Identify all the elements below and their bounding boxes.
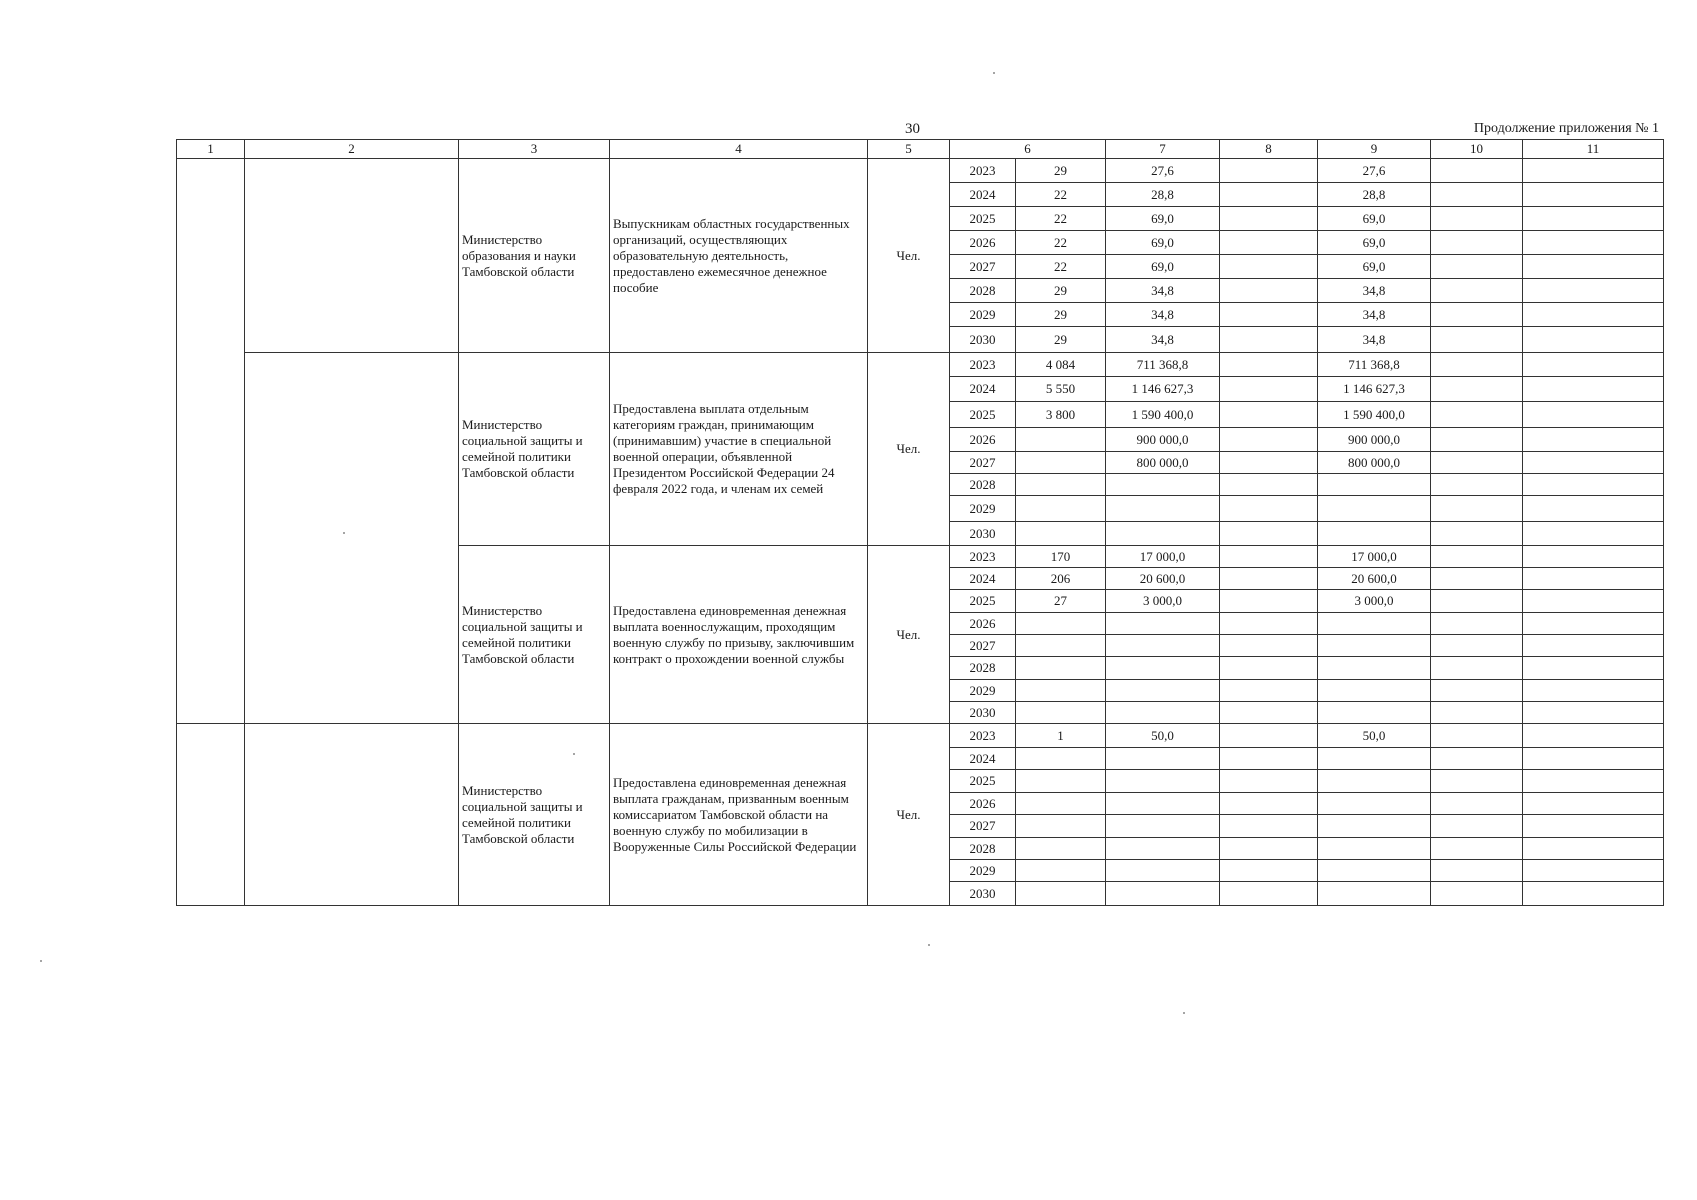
value-cell-c8	[1220, 635, 1318, 657]
value-cell-c10	[1431, 303, 1523, 327]
description-cell: Выпускникам областных государственных организаций, осуществляющих образовательную деятельность, предоставлено ежемесячное денежное пособие	[610, 159, 868, 353]
value-cell-c6	[1016, 838, 1106, 860]
value-cell-c6	[1016, 882, 1106, 906]
column-header: 8	[1220, 140, 1318, 159]
value-cell-c10	[1431, 279, 1523, 303]
value-cell-c11	[1523, 635, 1664, 657]
value-cell-c7	[1106, 613, 1220, 635]
year-cell: 2030	[950, 327, 1016, 353]
value-cell-c10	[1431, 860, 1523, 882]
cell-col1	[177, 159, 245, 724]
value-cell-c6	[1016, 770, 1106, 793]
year-cell: 2030	[950, 882, 1016, 906]
value-cell-c6: 22	[1016, 207, 1106, 231]
value-cell-c9: 17 000,0	[1318, 546, 1431, 568]
value-cell-c10	[1431, 838, 1523, 860]
value-cell-c11	[1523, 590, 1664, 613]
year-cell: 2027	[950, 452, 1016, 474]
value-cell-c6: 22	[1016, 255, 1106, 279]
year-cell: 2026	[950, 793, 1016, 815]
value-cell-c9: 900 000,0	[1318, 428, 1431, 452]
value-cell-c10	[1431, 452, 1523, 474]
year-cell: 2026	[950, 428, 1016, 452]
value-cell-c8	[1220, 770, 1318, 793]
year-cell: 2028	[950, 838, 1016, 860]
value-cell-c6	[1016, 702, 1106, 724]
value-cell-c11	[1523, 159, 1664, 183]
value-cell-c7	[1106, 815, 1220, 838]
budget-table	[176, 139, 1664, 906]
value-cell-c11	[1523, 474, 1664, 496]
year-cell: 2029	[950, 860, 1016, 882]
value-cell-c11	[1523, 496, 1664, 522]
value-cell-c6: 27	[1016, 590, 1106, 613]
value-cell-c10	[1431, 590, 1523, 613]
year-cell: 2024	[950, 377, 1016, 402]
year-cell: 2030	[950, 522, 1016, 546]
year-cell: 2023	[950, 159, 1016, 183]
value-cell-c10	[1431, 793, 1523, 815]
value-cell-c8	[1220, 231, 1318, 255]
value-cell-c11	[1523, 724, 1664, 748]
column-header: 5	[868, 140, 950, 159]
value-cell-c10	[1431, 522, 1523, 546]
table-row	[177, 353, 1664, 377]
value-cell-c9: 800 000,0	[1318, 452, 1431, 474]
value-cell-c11	[1523, 546, 1664, 568]
ministry-cell: Министерство социальной защиты и семейной политики Тамбовской области	[459, 353, 610, 546]
value-cell-c11	[1523, 255, 1664, 279]
continuation-note: Продолжение приложения № 1	[1473, 121, 1659, 136]
value-cell-c8	[1220, 568, 1318, 590]
value-cell-c8	[1220, 613, 1318, 635]
column-header: 4	[610, 140, 868, 159]
value-cell-c10	[1431, 770, 1523, 793]
year-cell: 2027	[950, 255, 1016, 279]
year-cell: 2029	[950, 496, 1016, 522]
value-cell-c8	[1220, 838, 1318, 860]
value-cell-c7	[1106, 657, 1220, 680]
year-cell: 2027	[950, 635, 1016, 657]
value-cell-c7: 3 000,0	[1106, 590, 1220, 613]
value-cell-c7: 17 000,0	[1106, 546, 1220, 568]
value-cell-c10	[1431, 724, 1523, 748]
value-cell-c6	[1016, 522, 1106, 546]
value-cell-c9: 69,0	[1318, 255, 1431, 279]
value-cell-c11	[1523, 680, 1664, 702]
value-cell-c9: 3 000,0	[1318, 590, 1431, 613]
value-cell-c7: 69,0	[1106, 207, 1220, 231]
value-cell-c7: 28,8	[1106, 183, 1220, 207]
year-cell: 2024	[950, 748, 1016, 770]
value-cell-c9	[1318, 793, 1431, 815]
value-cell-c11	[1523, 183, 1664, 207]
value-cell-c9	[1318, 702, 1431, 724]
value-cell-c8	[1220, 793, 1318, 815]
year-cell: 2025	[950, 590, 1016, 613]
value-cell-c6: 29	[1016, 279, 1106, 303]
value-cell-c8	[1220, 353, 1318, 377]
value-cell-c8	[1220, 546, 1318, 568]
value-cell-c7: 27,6	[1106, 159, 1220, 183]
value-cell-c9: 69,0	[1318, 207, 1431, 231]
value-cell-c6: 29	[1016, 303, 1106, 327]
value-cell-c6	[1016, 635, 1106, 657]
column-header: 10	[1431, 140, 1523, 159]
cell-col2	[245, 159, 459, 353]
year-cell: 2024	[950, 183, 1016, 207]
value-cell-c7	[1106, 635, 1220, 657]
column-header: 11	[1523, 140, 1664, 159]
value-cell-c7: 34,8	[1106, 279, 1220, 303]
table-row	[177, 724, 1664, 748]
value-cell-c9	[1318, 474, 1431, 496]
cell-col2	[245, 353, 459, 724]
value-cell-c10	[1431, 882, 1523, 906]
value-cell-c9: 34,8	[1318, 279, 1431, 303]
value-cell-c10	[1431, 680, 1523, 702]
value-cell-c7: 20 600,0	[1106, 568, 1220, 590]
value-cell-c8	[1220, 680, 1318, 702]
value-cell-c9: 34,8	[1318, 327, 1431, 353]
value-cell-c9	[1318, 522, 1431, 546]
value-cell-c8	[1220, 428, 1318, 452]
table-body	[177, 159, 1664, 906]
value-cell-c6	[1016, 793, 1106, 815]
value-cell-c9: 711 368,8	[1318, 353, 1431, 377]
value-cell-c9	[1318, 748, 1431, 770]
value-cell-c6	[1016, 860, 1106, 882]
value-cell-c11	[1523, 793, 1664, 815]
value-cell-c7: 50,0	[1106, 724, 1220, 748]
year-cell: 2024	[950, 568, 1016, 590]
value-cell-c8	[1220, 159, 1318, 183]
value-cell-c11	[1523, 402, 1664, 428]
value-cell-c7: 69,0	[1106, 231, 1220, 255]
value-cell-c11	[1523, 428, 1664, 452]
value-cell-c10	[1431, 496, 1523, 522]
value-cell-c6: 4 084	[1016, 353, 1106, 377]
year-cell: 2030	[950, 702, 1016, 724]
value-cell-c10	[1431, 353, 1523, 377]
value-cell-c8	[1220, 402, 1318, 428]
value-cell-c10	[1431, 613, 1523, 635]
cell-col1	[177, 724, 245, 906]
value-cell-c7: 900 000,0	[1106, 428, 1220, 452]
value-cell-c10	[1431, 568, 1523, 590]
value-cell-c8	[1220, 377, 1318, 402]
value-cell-c8	[1220, 303, 1318, 327]
year-cell: 2023	[950, 724, 1016, 748]
value-cell-c11	[1523, 613, 1664, 635]
value-cell-c6: 206	[1016, 568, 1106, 590]
value-cell-c11	[1523, 568, 1664, 590]
year-cell: 2026	[950, 613, 1016, 635]
page-number: 30	[905, 121, 920, 137]
value-cell-c8	[1220, 882, 1318, 906]
value-cell-c9	[1318, 838, 1431, 860]
value-cell-c8	[1220, 183, 1318, 207]
value-cell-c7: 34,8	[1106, 303, 1220, 327]
value-cell-c10	[1431, 702, 1523, 724]
year-cell: 2027	[950, 815, 1016, 838]
value-cell-c7: 800 000,0	[1106, 452, 1220, 474]
year-cell: 2025	[950, 770, 1016, 793]
column-header: 7	[1106, 140, 1220, 159]
value-cell-c7	[1106, 522, 1220, 546]
value-cell-c6: 170	[1016, 546, 1106, 568]
value-cell-c10	[1431, 183, 1523, 207]
value-cell-c9	[1318, 635, 1431, 657]
value-cell-c11	[1523, 770, 1664, 793]
table-row	[177, 159, 1664, 183]
value-cell-c11	[1523, 748, 1664, 770]
value-cell-c10	[1431, 255, 1523, 279]
value-cell-c7: 711 368,8	[1106, 353, 1220, 377]
value-cell-c7	[1106, 860, 1220, 882]
value-cell-c6	[1016, 474, 1106, 496]
value-cell-c9: 50,0	[1318, 724, 1431, 748]
value-cell-c9: 20 600,0	[1318, 568, 1431, 590]
value-cell-c8	[1220, 207, 1318, 231]
value-cell-c8	[1220, 496, 1318, 522]
value-cell-c6	[1016, 748, 1106, 770]
column-header: 1	[177, 140, 245, 159]
value-cell-c9	[1318, 657, 1431, 680]
value-cell-c6	[1016, 496, 1106, 522]
value-cell-c7	[1106, 838, 1220, 860]
value-cell-c7	[1106, 793, 1220, 815]
column-header: 9	[1318, 140, 1431, 159]
value-cell-c8	[1220, 522, 1318, 546]
value-cell-c10	[1431, 748, 1523, 770]
value-cell-c8	[1220, 815, 1318, 838]
value-cell-c11	[1523, 303, 1664, 327]
value-cell-c7	[1106, 770, 1220, 793]
value-cell-c10	[1431, 635, 1523, 657]
value-cell-c9: 1 146 627,3	[1318, 377, 1431, 402]
year-cell: 2025	[950, 207, 1016, 231]
value-cell-c10	[1431, 231, 1523, 255]
value-cell-c6: 29	[1016, 327, 1106, 353]
value-cell-c7: 1 590 400,0	[1106, 402, 1220, 428]
value-cell-c11	[1523, 882, 1664, 906]
value-cell-c6: 1	[1016, 724, 1106, 748]
value-cell-c10	[1431, 159, 1523, 183]
value-cell-c8	[1220, 702, 1318, 724]
value-cell-c9	[1318, 860, 1431, 882]
value-cell-c9	[1318, 815, 1431, 838]
year-cell: 2028	[950, 657, 1016, 680]
value-cell-c7	[1106, 748, 1220, 770]
value-cell-c6: 29	[1016, 159, 1106, 183]
year-cell: 2026	[950, 231, 1016, 255]
unit-cell: Чел.	[868, 353, 950, 546]
value-cell-c9	[1318, 882, 1431, 906]
description-cell: Предоставлена выплата отдельным категориям граждан, принимающим (принимавшим) участие в специальной военной операции, объявленной Президентом Российской Федерации 24 февраля 2022 года, и членам их семей	[610, 353, 868, 546]
value-cell-c11	[1523, 815, 1664, 838]
value-cell-c7	[1106, 882, 1220, 906]
value-cell-c8	[1220, 279, 1318, 303]
value-cell-c11	[1523, 207, 1664, 231]
value-cell-c9	[1318, 613, 1431, 635]
value-cell-c9: 28,8	[1318, 183, 1431, 207]
value-cell-c8	[1220, 748, 1318, 770]
value-cell-c7: 34,8	[1106, 327, 1220, 353]
value-cell-c8	[1220, 474, 1318, 496]
value-cell-c8	[1220, 327, 1318, 353]
value-cell-c7	[1106, 474, 1220, 496]
value-cell-c7	[1106, 702, 1220, 724]
value-cell-c9: 34,8	[1318, 303, 1431, 327]
description-cell: Предоставлена единовременная денежная выплата военнослужащим, проходящим военную службу по призыву, заключившим контракт о прохождении военной службы	[610, 546, 868, 724]
value-cell-c6	[1016, 428, 1106, 452]
value-cell-c10	[1431, 546, 1523, 568]
scan-speck	[993, 72, 995, 74]
year-cell: 2025	[950, 402, 1016, 428]
value-cell-c7	[1106, 680, 1220, 702]
value-cell-c10	[1431, 327, 1523, 353]
value-cell-c11	[1523, 279, 1664, 303]
description-cell: Предоставлена единовременная денежная выплата гражданам, призванным военным комиссариатом Тамбовской области на военную службу по мобилизации в Вооруженные Силы Российской Федерации	[610, 724, 868, 906]
unit-cell: Чел.	[868, 159, 950, 353]
scan-speck	[928, 944, 930, 946]
value-cell-c10	[1431, 402, 1523, 428]
value-cell-c6	[1016, 657, 1106, 680]
cell-col2	[245, 724, 459, 906]
value-cell-c10	[1431, 815, 1523, 838]
value-cell-c7: 69,0	[1106, 255, 1220, 279]
ministry-cell: Министерство образования и науки Тамбовской области	[459, 159, 610, 353]
value-cell-c11	[1523, 657, 1664, 680]
value-cell-c9: 1 590 400,0	[1318, 402, 1431, 428]
value-cell-c8	[1220, 657, 1318, 680]
value-cell-c6: 3 800	[1016, 402, 1106, 428]
value-cell-c9: 69,0	[1318, 231, 1431, 255]
unit-cell: Чел.	[868, 546, 950, 724]
value-cell-c11	[1523, 838, 1664, 860]
year-cell: 2028	[950, 279, 1016, 303]
column-header: 3	[459, 140, 610, 159]
value-cell-c9	[1318, 496, 1431, 522]
year-cell: 2023	[950, 546, 1016, 568]
year-cell: 2023	[950, 353, 1016, 377]
value-cell-c11	[1523, 377, 1664, 402]
ministry-cell: Министерство социальной защиты и семейной политики Тамбовской области	[459, 724, 610, 906]
value-cell-c6: 5 550	[1016, 377, 1106, 402]
value-cell-c8	[1220, 724, 1318, 748]
value-cell-c11	[1523, 327, 1664, 353]
column-number-row	[177, 140, 1664, 159]
value-cell-c6	[1016, 815, 1106, 838]
unit-cell: Чел.	[868, 724, 950, 906]
value-cell-c10	[1431, 657, 1523, 680]
column-header: 6	[950, 140, 1106, 159]
value-cell-c11	[1523, 353, 1664, 377]
column-header: 2	[245, 140, 459, 159]
value-cell-c11	[1523, 231, 1664, 255]
value-cell-c8	[1220, 255, 1318, 279]
value-cell-c9	[1318, 680, 1431, 702]
value-cell-c10	[1431, 207, 1523, 231]
value-cell-c11	[1523, 702, 1664, 724]
scan-speck	[1183, 1012, 1185, 1014]
ministry-cell: Министерство социальной защиты и семейной политики Тамбовской области	[459, 546, 610, 724]
value-cell-c10	[1431, 428, 1523, 452]
value-cell-c8	[1220, 860, 1318, 882]
value-cell-c11	[1523, 452, 1664, 474]
year-cell: 2029	[950, 680, 1016, 702]
year-cell: 2028	[950, 474, 1016, 496]
value-cell-c6	[1016, 680, 1106, 702]
value-cell-c11	[1523, 522, 1664, 546]
value-cell-c6	[1016, 452, 1106, 474]
value-cell-c10	[1431, 474, 1523, 496]
value-cell-c6	[1016, 613, 1106, 635]
year-cell: 2029	[950, 303, 1016, 327]
value-cell-c6: 22	[1016, 231, 1106, 255]
value-cell-c9: 27,6	[1318, 159, 1431, 183]
value-cell-c7	[1106, 496, 1220, 522]
value-cell-c10	[1431, 377, 1523, 402]
scan-speck	[40, 960, 42, 962]
value-cell-c11	[1523, 860, 1664, 882]
value-cell-c7: 1 146 627,3	[1106, 377, 1220, 402]
value-cell-c9	[1318, 770, 1431, 793]
value-cell-c6: 22	[1016, 183, 1106, 207]
value-cell-c8	[1220, 452, 1318, 474]
value-cell-c8	[1220, 590, 1318, 613]
